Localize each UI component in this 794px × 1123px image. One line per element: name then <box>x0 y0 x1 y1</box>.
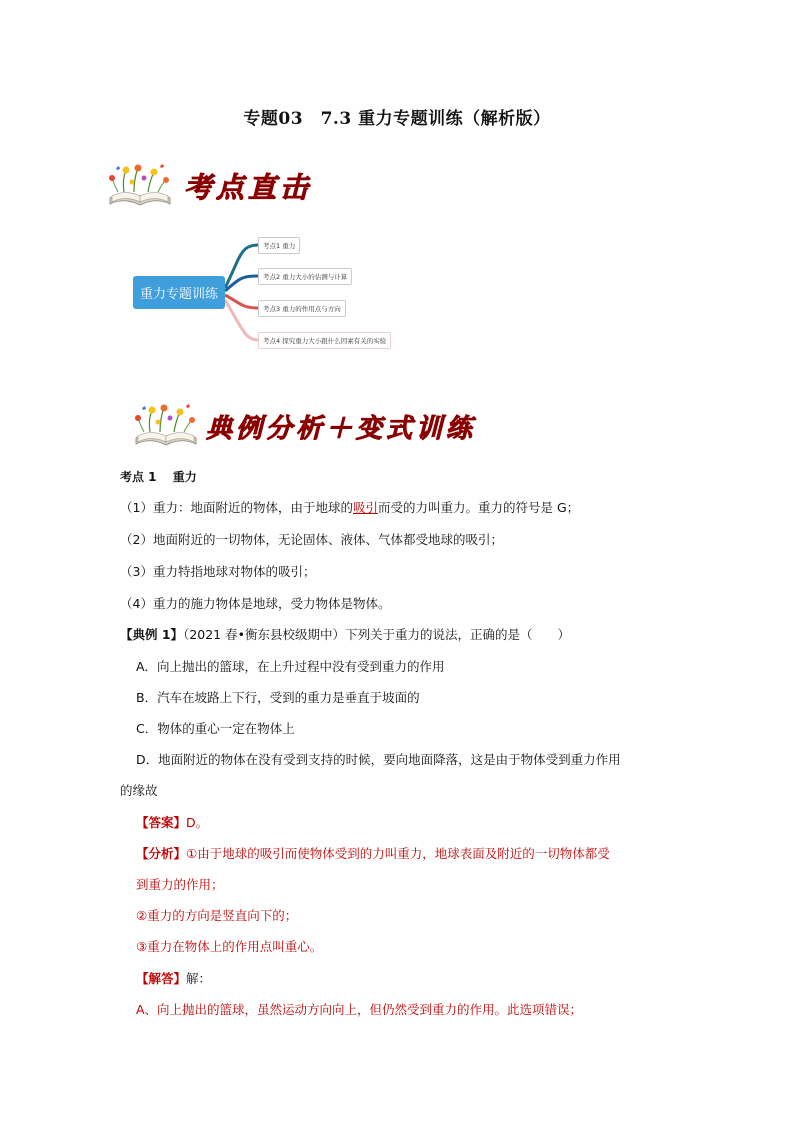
example-1-question <box>120 627 570 643</box>
analysis-label: 【分析】 <box>136 846 187 861</box>
solution-a: A、向上抛出的篮球，虽然运动方向向上，但仍然受到重力的作用。此选项错误； <box>136 1002 583 1017</box>
option-c: C．物体的重心一定在物体上 <box>136 721 295 736</box>
option-d-cont: 的缘故 <box>120 783 158 798</box>
banner-dianli <box>130 402 476 450</box>
answer-label: 【答案】 <box>136 815 187 830</box>
option-a: A．向上抛出的篮球，在上升过程中没有受到重力的作用 <box>136 659 445 674</box>
paragraph-1 <box>120 500 579 516</box>
section-heading: 考点 1 重力 <box>120 470 197 484</box>
banner-kaodian-text: 考点直击 <box>184 171 313 204</box>
option-b: B．汽车在坡路上下行，受到的重力是垂直于坡面的 <box>136 690 420 705</box>
paragraph-1-post: 而受的力叫重力。重力的符号是 G； <box>377 500 580 515</box>
mindmap-branch-4: 考点4 探究重力大小跟什么因素有关的实验 <box>258 332 391 349</box>
analysis-1-text: ①由于地球的吸引而使物体受到的力叫重力，地球表面及附近的一切物体都受 <box>186 846 610 861</box>
mindmap-branch-3: 考点3 重力的作用点与方向 <box>258 300 346 317</box>
solution-label: 【解答】 <box>136 971 187 986</box>
paragraph-4: （4）重力的施力物体是地球，受力物体是物体。 <box>120 596 391 611</box>
example-label: 【典例 1】 <box>120 627 184 642</box>
solution-text: 解： <box>186 971 212 986</box>
answer-value: D。 <box>186 815 209 830</box>
analysis-2: ②重力的方向是竖直向下的； <box>136 908 298 923</box>
paragraph-2: （2）地面附近的一切物体，无论固体、液体、气体都受地球的吸引； <box>120 532 503 547</box>
open-book-icon <box>104 162 176 210</box>
page-title: 专题03 7.3 重力专题训练（解析版） <box>243 109 551 129</box>
banner-dianli-text: 典例分析＋变式训练 <box>206 413 477 444</box>
answer <box>136 815 208 831</box>
mindmap-branch-1: 考点1 重力 <box>258 237 300 254</box>
paragraph-1-pre: （1）重力：地面附近的物体，由于地球的 <box>120 500 353 515</box>
mindmap <box>130 228 420 353</box>
option-d: D．地面附近的物体在没有受到支持的时候，要向地面降落，这是由于物体受到重力作用 <box>136 752 621 767</box>
analysis-3: ③重力在物体上的作用点叫重心。 <box>136 939 323 954</box>
solution <box>136 971 211 987</box>
link-xiyin[interactable]: 吸引 <box>352 500 378 515</box>
mindmap-branch-2: 考点2 重力大小的估测与计算 <box>258 268 352 285</box>
banner-kaodian <box>104 162 312 210</box>
open-book-icon <box>130 402 202 450</box>
analysis-1 <box>136 846 610 862</box>
paragraph-3: （3）重力特指地球对物体的吸引； <box>120 564 316 579</box>
analysis-1-cont: 到重力的作用； <box>136 877 224 892</box>
mindmap-root: 重力专题训练 <box>133 276 225 309</box>
example-question-text: （2021 春•衡东县校级期中）下列关于重力的说法，正确的是（ ） <box>183 627 570 642</box>
